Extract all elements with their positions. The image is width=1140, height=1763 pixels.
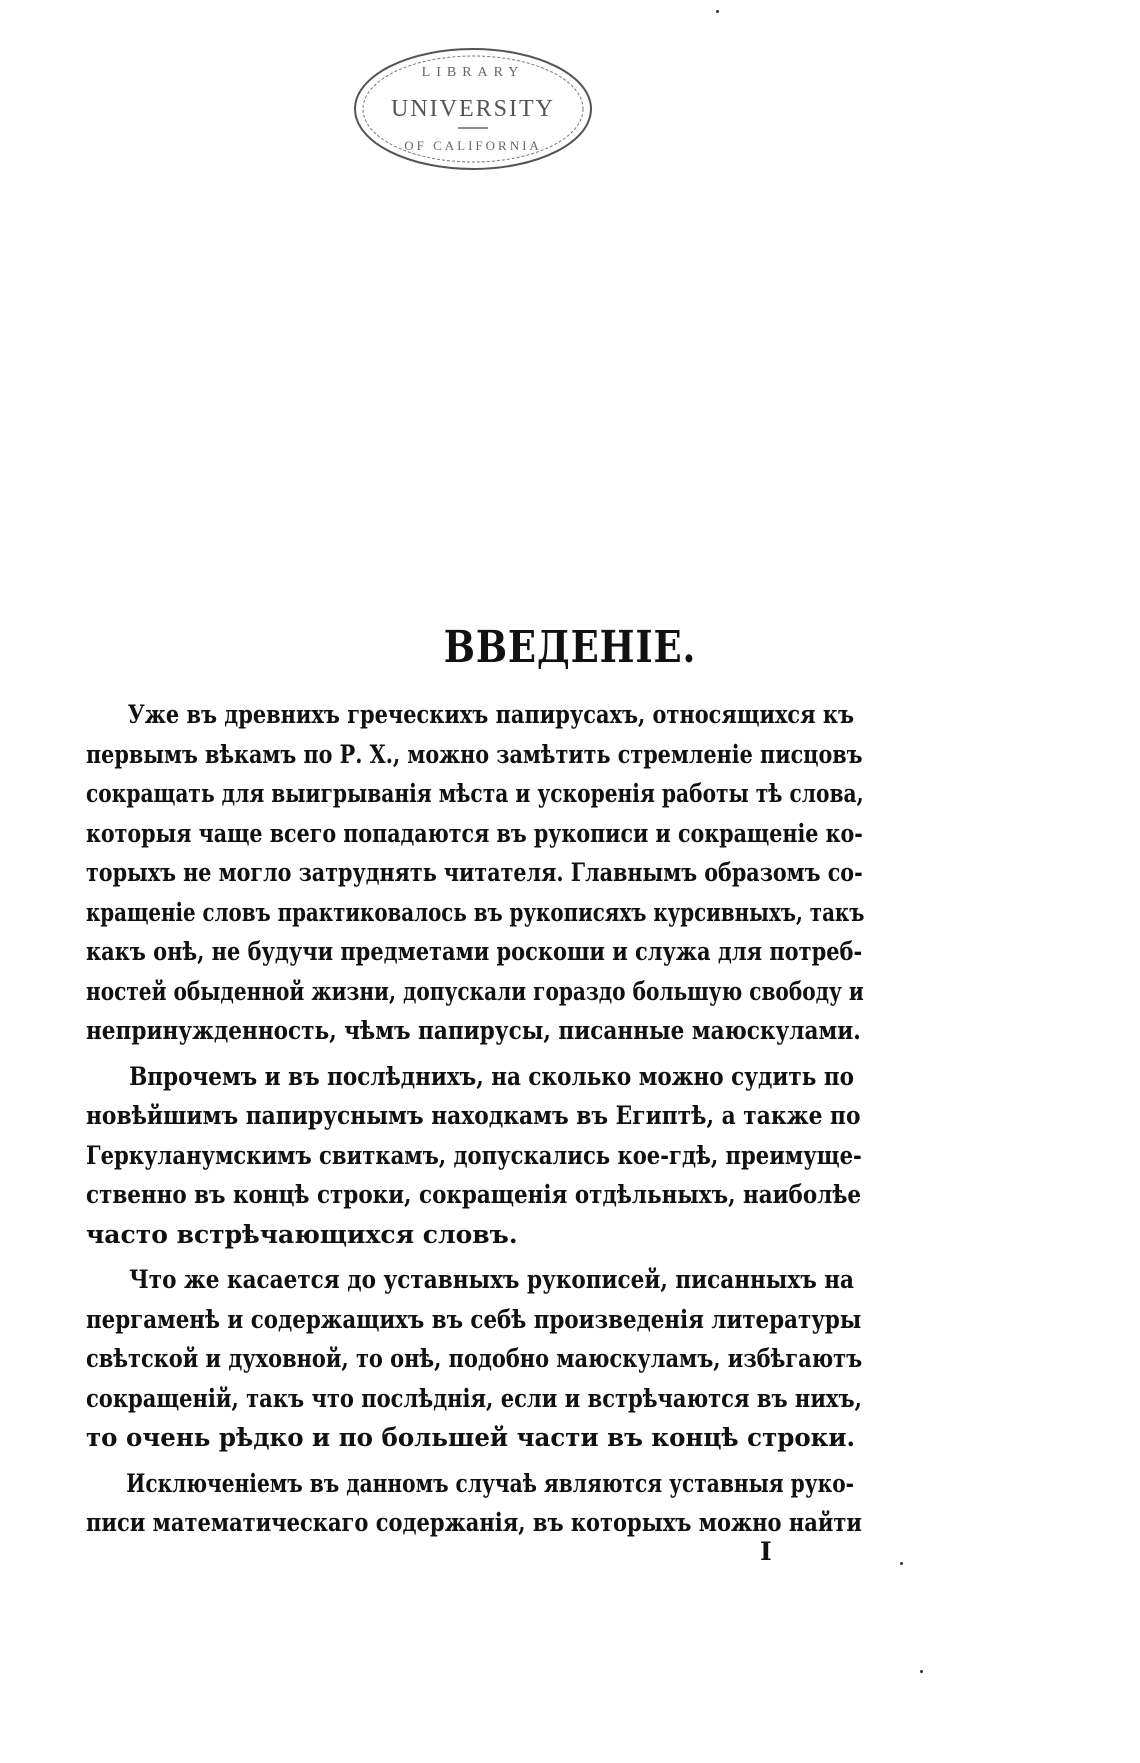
text-line: Что же касается до уставныхъ рукописей, писанныхъ на <box>129 1265 854 1294</box>
paper-speck <box>900 1562 903 1565</box>
text-line: какъ онѣ, не будучи предметами роскоши и служа для потреб- <box>86 937 863 966</box>
paragraph-2 <box>86 1057 904 1255</box>
text-line: часто встрѣчающихся словъ. <box>86 1219 518 1249</box>
text-line: Геркуланумскимъ свиткамъ, допускались кое-гдѣ, преимуще- <box>86 1140 862 1170</box>
page-title: ВВЕДЕНІЕ. <box>443 622 697 673</box>
text-line: Впрочемъ и въ послѣднихъ, на сколько можно судить по <box>129 1061 854 1091</box>
text-line: Исключеніемъ въ данномъ случаѣ являются уставныя руко- <box>126 1468 855 1498</box>
page-number: I <box>760 1537 772 1566</box>
text-line: торыхъ не могло затруднять читателя. Главнымъ образомъ со- <box>86 858 863 887</box>
body-text <box>86 695 904 1549</box>
text-line: Уже въ древнихъ греческихъ папирусахъ, относящихся къ <box>127 700 854 729</box>
paper-speck <box>920 1670 923 1673</box>
text-line: новѣйшимъ папируснымъ находкамъ въ Египтѣ, а также по <box>86 1101 861 1130</box>
paper-speck <box>716 10 719 13</box>
text-line: первымъ вѣкамъ по Р. Х., можно замѣтить стремленіе писцовъ <box>86 739 863 769</box>
text-line: сокращеній, такъ что послѣднія, если и встрѣчаются въ нихъ, <box>86 1383 862 1413</box>
text-line: сокращать для выигрыванія мѣста и ускоренія работы тѣ слова, <box>86 779 864 808</box>
paragraph-1 <box>86 695 904 1051</box>
paragraph-4 <box>86 1464 904 1543</box>
text-line: свѣтской и духовной, то онѣ, подобно маюскуламъ, избѣгаютъ <box>86 1344 863 1373</box>
text-line: ственно въ концѣ строки, сокращенія отдѣльныхъ, наиболѣе <box>86 1180 862 1209</box>
stamp-top-text: LIBRARY <box>421 65 525 80</box>
stamp-bottom-text: OF CALIFORNIA <box>404 138 542 153</box>
stamp-middle-text: UNIVERSITY <box>391 96 555 122</box>
text-line: непринужденность, чѣмъ папирусы, писанные маюскулами. <box>86 1016 861 1045</box>
text-line: кращеніе словъ практиковалось въ рукописяхъ курсивныхъ, такъ <box>86 897 865 927</box>
paragraph-3 <box>86 1260 904 1458</box>
text-line: которыя чаще всего попадаются въ рукописи и сокращеніе ко- <box>86 818 863 848</box>
text-line: ностей обыденной жизни, допускали гораздо большую свободу и <box>86 976 864 1006</box>
text-line: то очень рѣдко и по большей части въ концѣ строки. <box>86 1423 856 1452</box>
text-line: писи математическаго содержанія, въ которыхъ можно найти <box>86 1508 863 1537</box>
text-line: пергаменѣ и содержащихъ въ себѣ произведенія литературы <box>86 1304 862 1334</box>
library-stamp <box>350 44 596 174</box>
